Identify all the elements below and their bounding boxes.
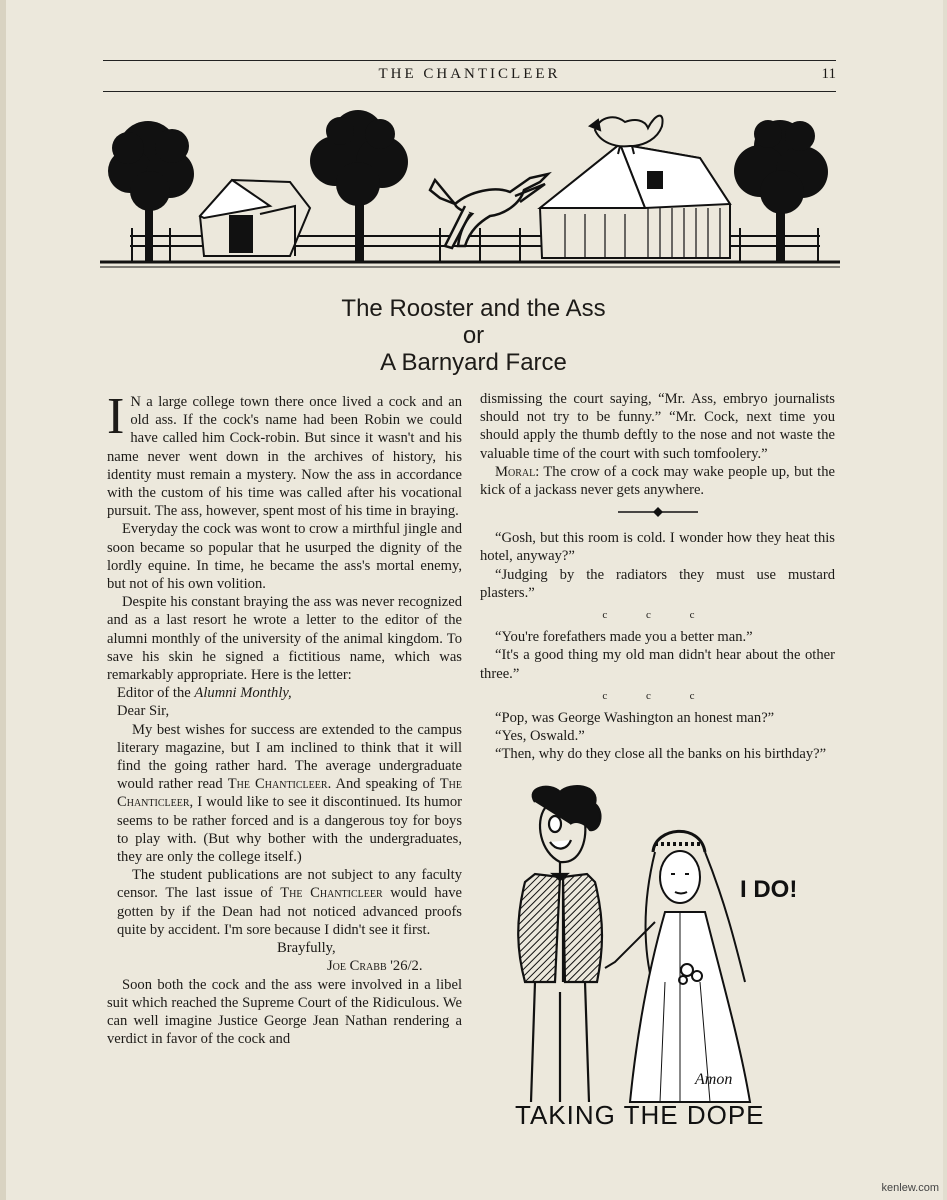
- artist-signature: Amon: [695, 1071, 733, 1088]
- drop-cap: I: [107, 388, 125, 445]
- big-barn: [540, 144, 730, 258]
- letter-text: would have gotten by if the Dean had not noticed advanced proofs quite by accident. I'm sore because I didn't see it first.: [117, 885, 462, 938]
- letter-text: . And speaking of: [327, 776, 440, 793]
- tree-middle: [310, 110, 408, 261]
- magazine-name: The Chanticleer: [227, 776, 328, 793]
- letter-text: , I would like to see it discontinued. Its humor seems to be rather forced and is a dangerous toy for boys to play with. (But why bother with the undergraduates, they are only the college itself.): [117, 794, 462, 866]
- speech-text: I DO!: [740, 876, 798, 903]
- separator: c c c: [602, 609, 713, 622]
- left-column: [107, 388, 462, 1048]
- tree-right: [734, 120, 828, 262]
- joke-line: “Then, why do they close all the banks on his birthday?”: [495, 746, 827, 763]
- magazine-name: The Chanticleer: [117, 776, 462, 811]
- running-header: [103, 60, 836, 92]
- barnyard-illustration: [100, 96, 840, 276]
- article-title-line1: The Rooster and the Ass: [341, 295, 606, 322]
- letter-text: The student publications are not subject to any faculty censor. The last issue of: [117, 867, 462, 902]
- moral-label: Moral: [495, 463, 536, 480]
- letter-signature-year: '26/2.: [386, 958, 423, 975]
- letter-text: My best wishes for success are extended to the campus literary magazine, but I am inclined to think that it will find the going rather hard. The average undergraduate would rather read: [117, 721, 462, 793]
- joke-line: “Yes, Oswald.”: [495, 728, 585, 745]
- separator: c c c: [602, 689, 713, 702]
- article-title-line2: or: [462, 322, 485, 349]
- letter-address: Editor of the: [117, 685, 195, 702]
- groom-figure: [518, 786, 602, 1102]
- moral-text: : The crow of a cock may wake people up, but the kick of a jackass never gets anywhere.: [480, 463, 835, 499]
- letter-signature: Joe Crabb: [327, 958, 387, 975]
- paragraph: dismissing the court saying, “Mr. Ass, embryo journalists should not try to be funny.” “Mr. Cock, next time you should apply the thumb deftly to the nose and not waste the valuable time of the court with such tomfoolery.”: [480, 391, 835, 462]
- right-column: [480, 390, 835, 764]
- bride-figure: [605, 831, 750, 1102]
- joke-line: “Gosh, but this room is cold. I wonder how they heat this hotel, anyway?”: [480, 530, 835, 565]
- magazine-name: The Chanticleer: [280, 885, 383, 902]
- article-title-line3: A Barnyard Farce: [380, 349, 567, 376]
- letter-closing: Brayfully,: [277, 940, 336, 957]
- paragraph: Soon both the cock and the ass were involved in a libel suit which reached the Supreme Court of the Ridiculous. We can well imagine Justice George Jean Nathan rendering a verdict in favor of the cock and: [107, 976, 462, 1048]
- joke-line: “Judging by the radiators they must use mustard plasters.”: [480, 566, 835, 601]
- joke-line: “You're forefathers made you a better man.”: [495, 629, 753, 646]
- letter-address-publication: Alumni Monthly,: [194, 685, 292, 702]
- tree-left: [108, 121, 194, 261]
- joke-line: “Pop, was George Washington an honest man?”: [495, 710, 775, 727]
- ornament-divider: [480, 505, 835, 519]
- letter-salutation: Dear Sir,: [117, 703, 170, 720]
- joke-line: “It's a good thing my old man didn't hear about the other three.”: [480, 647, 835, 682]
- cartoon-caption: TAKING THE DOPE: [515, 1100, 765, 1130]
- watermark: kenlew.com: [881, 1182, 939, 1194]
- wedding-cartoon: [505, 782, 845, 1137]
- page-number: 11: [821, 66, 836, 82]
- running-title: THE CHANTICLEER: [378, 66, 561, 82]
- paragraph: Despite his constant braying the ass was never recognized and as a last resort he wrote a letter to the editor of the alumni monthly of the university of the animal kingdom. To save his skin he signed a fictitious name, which was remarkably appropriate. Here is the letter:: [107, 594, 462, 684]
- paragraph: N a large college town there once lived a cock and an old ass. If the cock's name had been Robin we could have called him Cock-robin. But since it wasn't and his name never went down in the archives of history, his identity must remain a mystery. Now the ass in accordance with the custom of his time was called after his vocational pursuit. The ass, however, spent most of his time in braying.: [107, 394, 462, 520]
- small-barn: [200, 180, 310, 256]
- paragraph: Everyday the cock was wont to crow a mirthful jingle and soon became so popular that he usurped the dignity of the lordly equine. In time, he became the ass's mortal enemy, but not of his own volition.: [107, 521, 462, 593]
- letter: [107, 684, 462, 975]
